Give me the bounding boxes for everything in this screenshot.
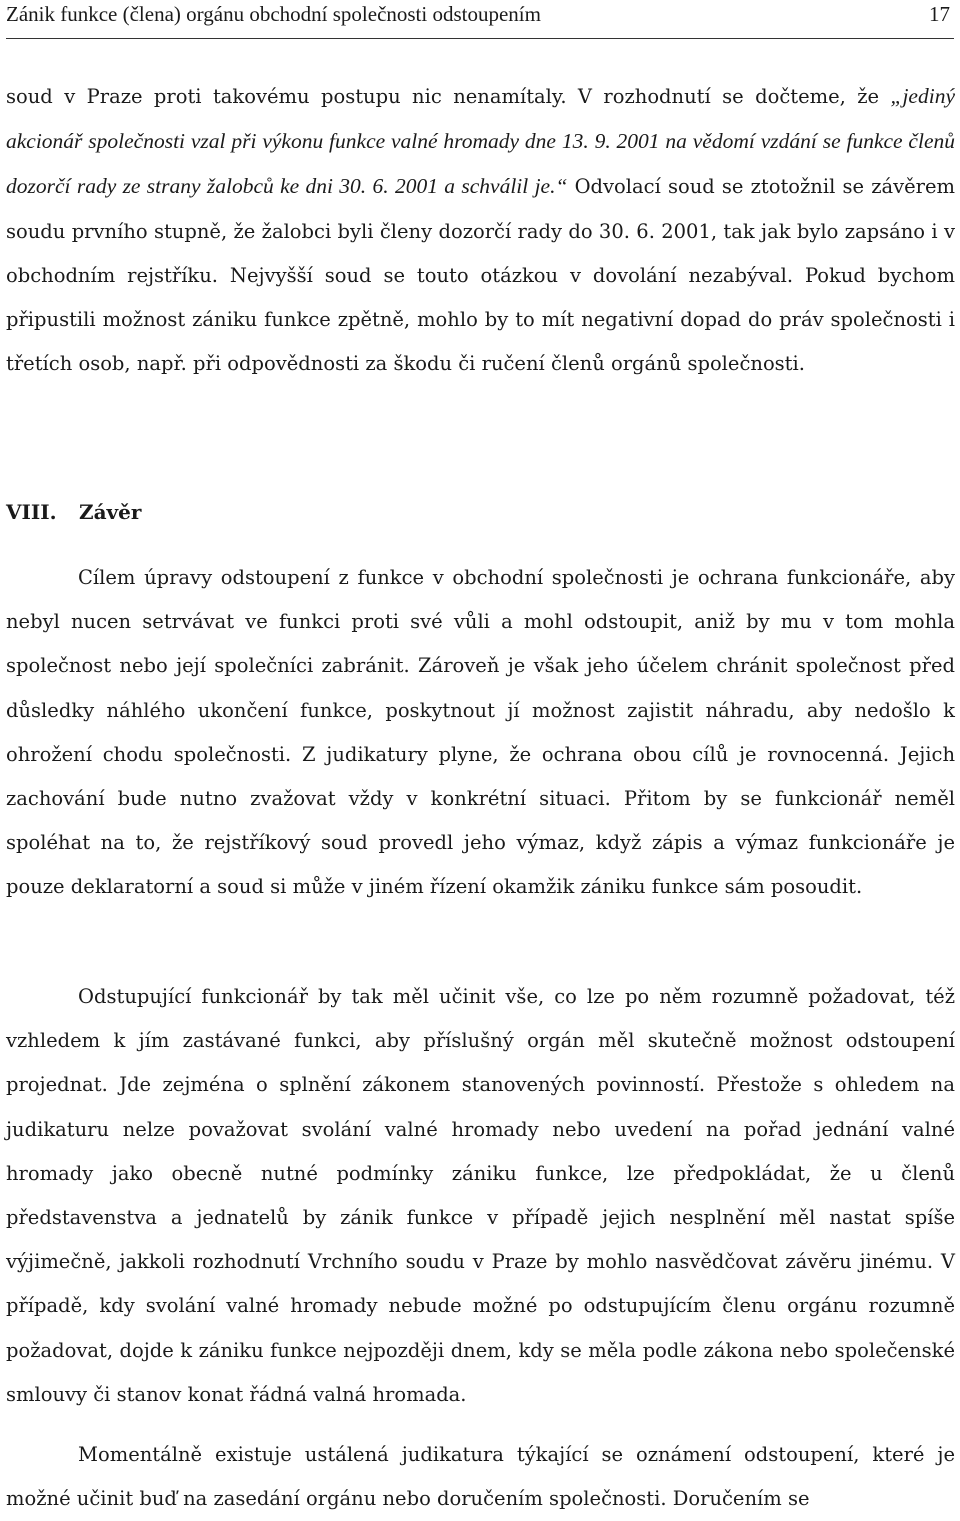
conclusion-paragraph-2 [6,975,955,1417]
section-heading [6,490,141,534]
running-header [6,0,954,39]
header-title: Zánik funkce (člena) orgánu obchodní společnosti odstoupením [6,2,541,26]
paragraph-text: Momentálně existuje ustálená judikatura týkající se oznámení odstoupení, které je možné učinit buď na zasedání orgánu nebo doručením společnosti. Doručením se [6,1443,955,1511]
section-number: VIII. [6,500,57,524]
page-number: 17 [929,2,950,26]
paragraph-text: Odstupující funkcionář by tak měl učinit vše, co lze po něm rozumně požadovat, též vzhledem k jím zastávané funkci, aby příslušný orgán měl skutečně možnost odstoupení projednat. Jde zejména o splnění zákonem stanovených povinností. Přestože s ohledem na judikaturu nelze považovat svolání valné hromady nebo uvedení na pořad jednání valné hromady jako obecně nutné podmínky zániku funkce, lze předpokládat, že u členů představenstva a jednatelů by zánik funkce v případě jejich nesplnění měl nastat spíše výjimečně, jakkoli rozhodnutí Vrchního soudu v Praze by mohlo nasvědčovat závěru jinému. V případě, kdy svolání valné hromady nebude možné po odstupujícím členu orgánu rozumně požadovat, dojde k zániku funkce nejpozději dnem, kdy se měla podle zákona nebo společenské smlouvy či stanov konat řádná valná hromada. [6,985,955,1406]
intro-paragraph [6,74,955,386]
conclusion-paragraph-3 [6,1433,955,1521]
intro-text-start: soud v Praze proti takovému postupu nic nenamítaly. V rozhodnutí se dočteme, že [6,85,891,108]
paragraph-text: Cílem úpravy odstoupení z funkce v obchodní společnosti je ochrana funkcionáře, aby nebyl nucen setrvávat ve funkci proti své vůli a mohl odstoupit, aniž by mu v tom mohla společnost nebo její společníci zabránit. Zároveň je však jeho účelem chránit společnost před důsledky náhlého ukončení funkce, poskytnout jí možnost zajistit náhradu, aby nedošlo k ohrožení chodu společnosti. Z judikatury plyne, že ochrana obou cílů je rovnocenná. Jejich zachování bude nutno zvažovat vždy v konkrétní situaci. Přitom by se funkcionář neměl spoléhat na to, že rejstříkový soud provedl jeho výmaz, když zápis a výmaz funkcionáře je pouze deklaratorní a soud si může v jiném řízení okamžik zániku funkce sám posoudit. [6,566,955,899]
conclusion-paragraph-1 [6,556,955,910]
court-quote: „jediný akcionář společnosti vzal při výkonu funkce valné hromady dne 13. 9. 2001 na vědomí vzdání se funkce členů dozorčí rady ze strany žalobců ke dni 30. 6. 2001 a schválil je.“ [6,84,955,199]
intro-text-end: Odvolací soud se ztotožnil se závěrem soudu prvního stupně, že žalobci byli členy dozorčí rady do 30. 6. 2001, tak jak bylo zapsáno i v obchodním rejstříku. Nejvyšší soud se touto otázkou v dovolání nezabýval. Pokud bychom připustili možnost zániku funkce zpětně, mohlo by to mít negativní dopad do práv společnosti i třetích osob, např. při odpovědnosti za škodu či ručení členů orgánů společnosti. [6,175,955,376]
section-title: Závěr [79,500,142,524]
